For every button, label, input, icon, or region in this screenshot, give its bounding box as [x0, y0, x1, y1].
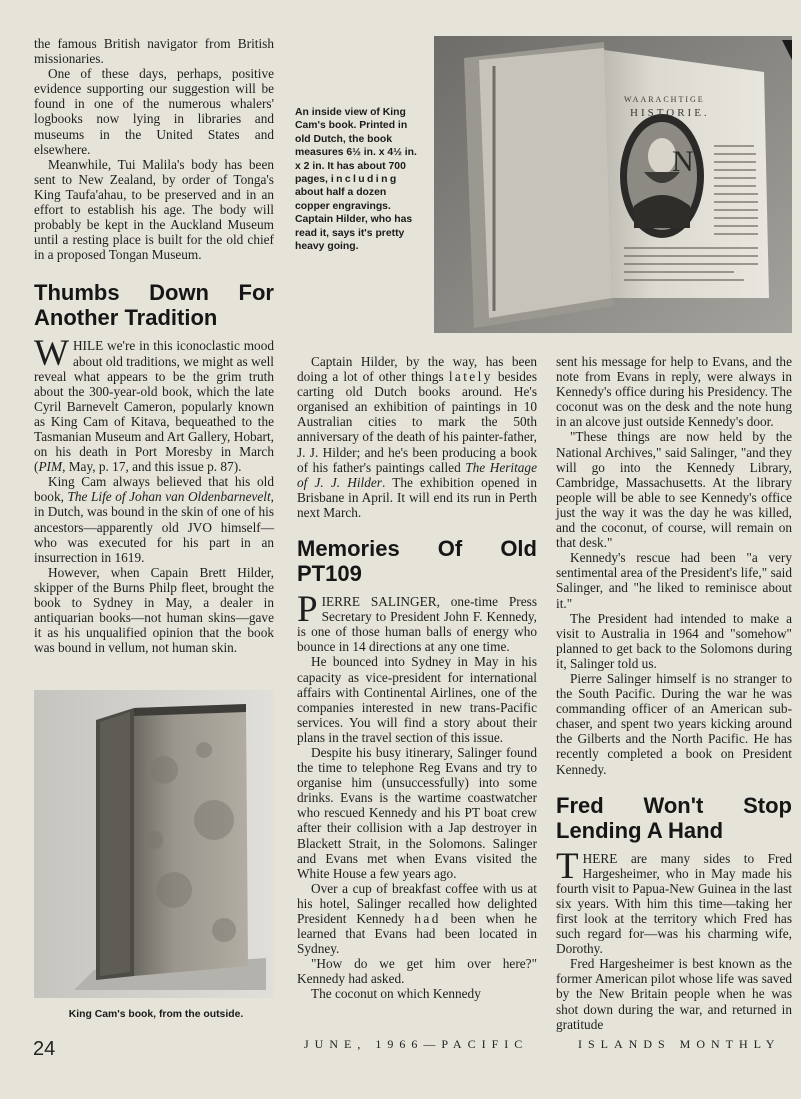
book-inside-illustration	[434, 36, 792, 333]
left-column	[34, 36, 274, 655]
paragraph: King Cam always believed that his old book, The Life of Johan van Oldenbarnevelt, in Dutch, was bound in the skin of one of his ancestors—apparently old JVO himself—who was executed for his part in an insurrection in 1619.	[34, 474, 274, 565]
paragraph: Over a cup of breakfast coffee with us at his hotel, Salinger recalled how delighted President Kennedy had been when he learned that Evans had been located in Sydney.	[297, 880, 537, 957]
paragraph: Meanwhile, Tui Malila's body has been sent to New Zealand, by order of Tonga's King Taufa'ahau, to be preserved and in an effort to establish his age. The body will probably be kept in the Auckland Museum until a resting place is built for the old chief in a proposed Tongan Museum.	[34, 156, 274, 263]
paragraph: WHILE we're in this iconoclastic mood about old traditions, we might as well reveal what appears to be the grim truth about the 300-year-old book, which the late Cyril Barnevelt Cameron, popularly known as King Cam of Kitava, bequeathed to the Tasmanian Museum and Art Gallery, Hobart, on his death in Port Moresby in March (PIM, May, p. 17, and this issue p. 87).	[34, 333, 274, 475]
book-drop-cap: N	[672, 145, 694, 178]
paragraph: PIERRE SALINGER, one-time Press Secretary to President John F. Kennedy, is one of those human balls of energy who bounce in 14 directions at any one time.	[297, 589, 537, 655]
article-heading-fred: Fred Won't Stop Lending A Hand	[556, 792, 792, 843]
caption-book-outside: King Cam's book, from the outside.	[68, 1009, 244, 1020]
footer-right: ISLANDS MONTHLY	[578, 1037, 781, 1051]
paragraph: Kennedy's rescue had been "a very sentimental area of the President's life," said Salinger, and "he liked to reminisce about it."	[556, 550, 792, 611]
drop-cap: P	[297, 589, 318, 631]
middle-column	[297, 354, 537, 1002]
paragraph: Pierre Salinger himself is no stranger to the South Pacific. During the war he was commanding officer of an American sub-chaser, and spent two years kicking around the Gilberts and the North Pacific. He has recently completed a book on President Kennedy.	[556, 670, 792, 777]
paragraph: "How do we get him over here?" Kennedy had asked.	[297, 956, 537, 987]
paragraph: However, when Capain Brett Hilder, skipper of the Burns Philp fleet, brought the book to Sydney in May, a dealer in antiquarian books—not human skins—gave it as his unqualified opinion that the book was bound in vellum, not human skin.	[34, 564, 274, 656]
photo-book-inside	[434, 36, 792, 333]
paragraph: sent his message for help to Evans, and the note from Evans in reply, were always in Kennedy's office during his Presidency. The coconut was on the desk and the note hung in an alcove just outside Kennedy's door.	[556, 354, 792, 430]
right-column	[556, 354, 792, 1032]
drop-cap: W	[34, 333, 69, 375]
paragraph: He bounced into Sydney in May in his capacity as vice-president for international affairs with Continental Airlines, one of the companies interested in new trans-Pacific services. You will find a story about their plans in the travel section of this issue.	[297, 654, 537, 745]
paragraph: Fred Hargesheimer is best known as the former American pilot whose life was saved by the New Britain people when he was shot down during the war, and returned in gratitude	[556, 956, 792, 1032]
article-heading-thumbs-down: Thumbs Down For Another Tradition	[34, 280, 274, 331]
paragraph: "These things are now held by the National Archives," said Salinger, "and they will go into the Kennedy Library, Cambridge, Massachusetts. At the library people will be able to see Kennedy's office just the way it was the day he was killed, and the coconut, of course, will remain on that desk."	[556, 429, 792, 551]
page-number: 24	[33, 1038, 56, 1060]
book-text-line2: HISTORIE.	[630, 107, 710, 119]
book-text-line1: WAARACHTIGE	[624, 95, 705, 104]
paragraph: The President had intended to make a visit to Australia in 1964 and "somehow" planned to get back to the Solomons during it, Salinger told us.	[556, 610, 792, 671]
book-outside-illustration	[34, 690, 274, 998]
drop-cap: T	[556, 845, 579, 887]
paragraph: The coconut on which Kennedy	[311, 986, 481, 1002]
footer-left: JUNE, 1966—PACIFIC	[304, 1037, 529, 1051]
photo-book-outside	[34, 690, 274, 998]
article-heading-pt109: Memories Of Old PT109	[297, 536, 537, 587]
paragraph: Captain Hilder, by the way, has been doing a lot of other things lately besides carting old Dutch books around. He's organised an exhibition of paintings in 10 Australian cities to mark the 50th anniversary of the death of his painter-father, J. J. Hilder; and he's been producing a book of his father's paintings called The Heritage of J. J. Hilder. The exhibition opened in Brisbane in April. It will end its run in Perth next March.	[297, 354, 538, 520]
paragraph: the famous British navigator from British missionaries.	[34, 36, 274, 67]
paragraph: THERE are many sides to Fred Hargesheimer, who in May made his fourth visit to Papua-New Guinea in the last six years. With him this time—taking her first look at the territory which Fred has such regard for—was his charming wife, Dorothy.	[556, 845, 792, 957]
paragraph: One of these days, perhaps, positive evidence supporting our suggestion will be found in one of the numerous whalers' logbooks now lying in libraries and museums in the United States and elsewhere.	[34, 66, 274, 157]
caption-book-inside: An inside view of King Cam's book. Printed in old Dutch, the book measures 6½ in. x 4½ in. x 2 in. It has about 700 pages, including about half a dozen copper engravings. Captain Hilder, who has read it, says it's pretty heavy going.	[295, 107, 417, 253]
paragraph: Despite his busy itinerary, Salinger found the time to telephone Reg Evans and try to organise him (unsuccessfully) into some drinks. Evans is the wartime coastwatcher who rescued Kennedy and his PT boat crew after their collision with a Jap destroyer in Blackett Strait, in the Solomons. Salinger and Evans met when Evans visited the White House a few years ago.	[297, 744, 537, 881]
